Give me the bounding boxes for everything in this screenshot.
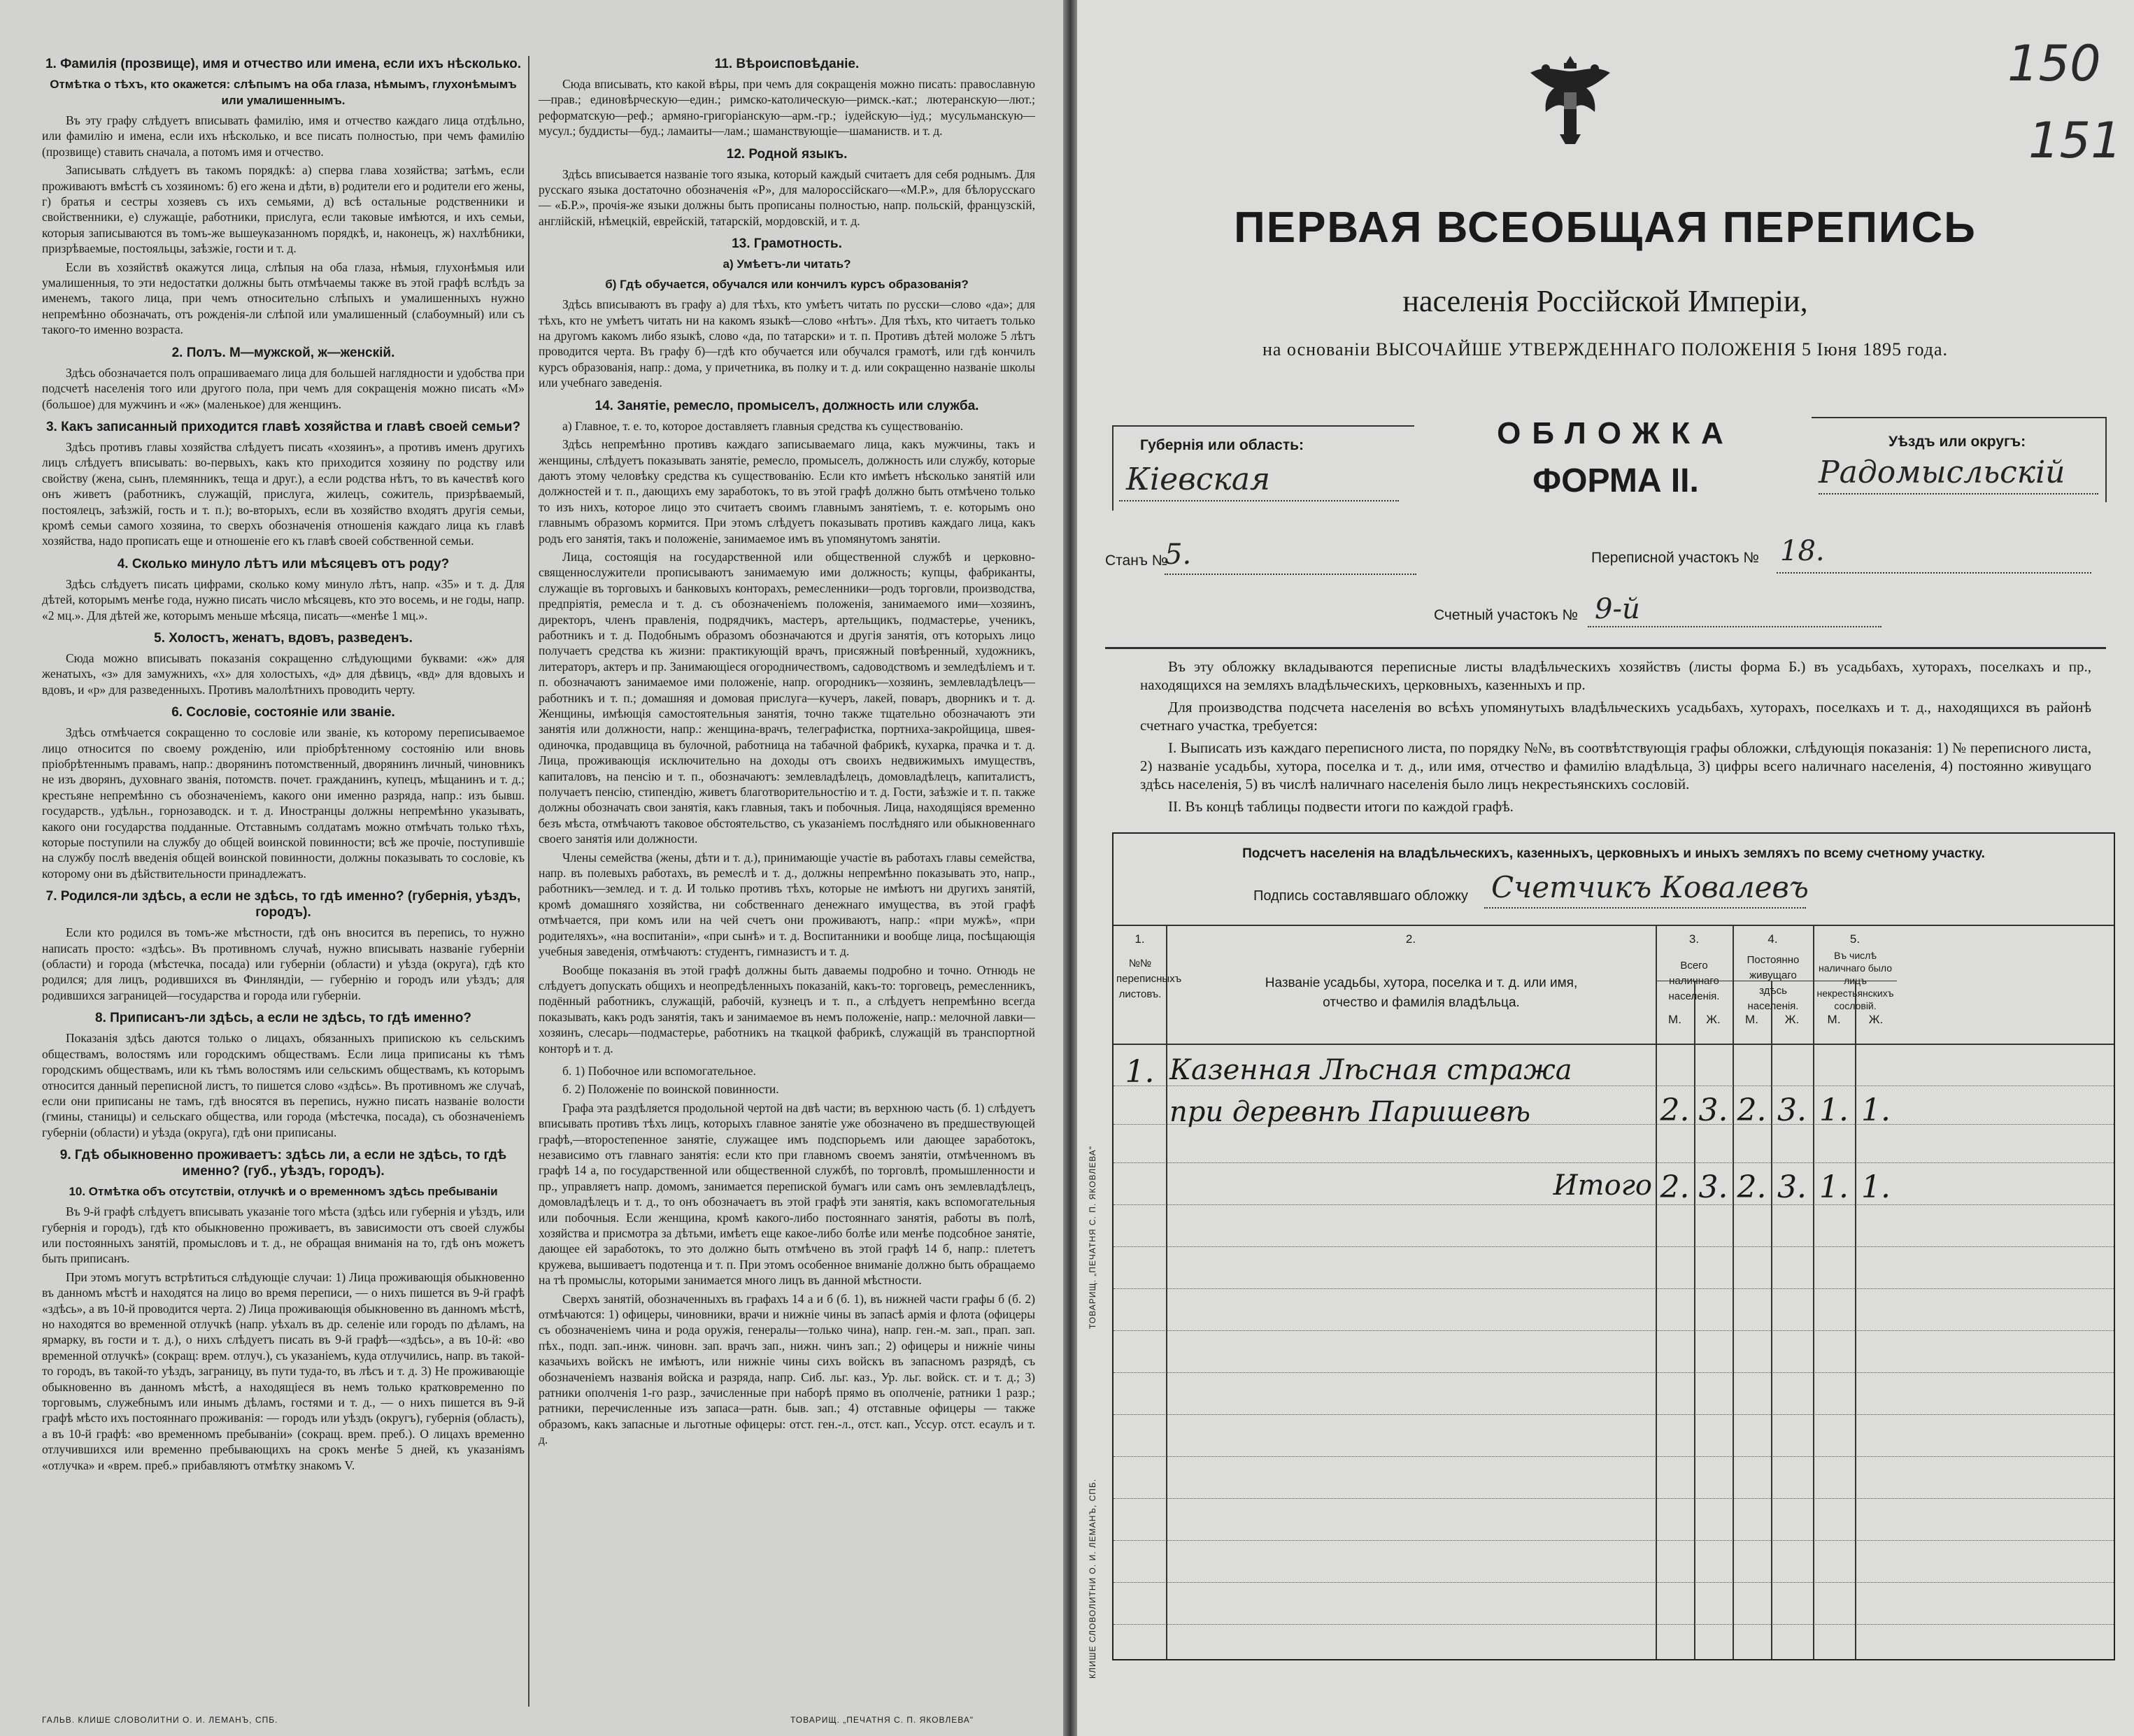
instruction-heading: 1. Фамилія (прозвище), имя и отчество или имена, если ихъ нѣсколько. bbox=[45, 57, 522, 71]
counting-district-label: Счетный участокъ № bbox=[1434, 607, 1579, 623]
instruction-text: Лица, состоящія на государственной или общественной службѣ и церковно-священнослужители прописываютъ занимаемую ими должность; купцы, фабриканты, служащіе въ торговыхъ и банковыхъ конторахъ, ремесленники—родъ торговли, производства, предпріятія, ремесла и т. д. съ обозначеніемъ положенія, занимаемого ими—хозяинъ, директоръ, членъ правленія, подрядчикъ, мастеръ, артельщикъ, подмастерье, ученикъ, работникъ и т. д. Подобнымъ образомъ обозначаются и другія занятія, отъ которыхъ лицо получаетъ средства къ жизни: практикующій врачъ, присяжный повѣренный, художникъ, литераторъ, актеръ и пр. Занимающіеся огородничествомъ, садоводствомъ и земледѣліемъ и т. п. обозначаютъ занимаемое ими положеніе, напр. огородникъ—хозяинъ, землевладѣлецъ—работникъ и т. п.; домашняя и домовая прислуга—кучеръ, лакей, поваръ, дворникъ и т. д. Женщины, имѣющія самостоятельныя занятія, точно также тщательно обозначаютъ эти занятія или должности, напр.: женщина-врачъ, телеграфистка, портниха-закройщица, швея-одиночка, продавщица въ булочной, работница на табачной фабрикѣ, кухарка, прачка и т. д. Лица, проживающія исключительно на доходы отъ своихъ недвижимыхъ имуществъ, капиталовъ, на пенсію и т. п., обозначаютъ: землевладѣлецъ, домовладѣлецъ, капиталистъ, получаетъ пенсію, стипендію, живетъ благотворительностію и т. д. Гости, заѣзжіе и т. п. также должны обозначать свои занятія, какъ главныя, такъ и побочныя. Лица, находящіяся временно безъ мѣста, отмѣчаютъ таковое обстоятельство, съ указаніемъ послѣдняго или обыкновеннаго своего занятія или должности. bbox=[539, 549, 1035, 846]
col5-header: Въ числѣ наличнаго было лицъ некрестьянскихъ сословій. bbox=[1816, 950, 1894, 1011]
female-label: Ж. bbox=[1784, 1013, 1800, 1026]
population-count-table bbox=[1112, 832, 2115, 1660]
decree-line: на основаніи ВЫСОЧАЙШЕ УТВЕРЖДЕННАГО ПОЛОЖЕНІЯ 5 Іюня 1895 года. bbox=[1262, 339, 1949, 360]
counting-district-line bbox=[1588, 626, 1882, 627]
instruction-text: Если кто родился въ томъ-же мѣстности, гдѣ онъ вносится въ перепись, то нужно написать просто: «здѣсь». Въ противномъ случаѣ, нужно вписывать названіе губерніи (области) и города (мѣстечка, посада) или губерніи (области) и уѣзда (округа), гдѣ кто родился; для лицъ, родившихся въ Финляндіи, — губернію и городъ или уѣздъ; для родившихся заграницей—государства и города или губерніи. bbox=[42, 925, 525, 1002]
census-district-value: 18. bbox=[1780, 535, 1825, 567]
column-divider bbox=[528, 56, 529, 1707]
female-label: Ж. bbox=[1868, 1013, 1884, 1026]
col-number: 1. bbox=[1134, 932, 1145, 946]
col3-header: Всего наличнаго населенія. bbox=[1668, 960, 1720, 1002]
uezd-label: Уѣздъ или округъ: bbox=[1888, 434, 2026, 450]
instruction-column-a bbox=[42, 56, 525, 1480]
signature-label: Подпись составлявшаго обложку bbox=[1253, 888, 1468, 904]
col4-header: Постоянно живущаго здѣсь населенія. bbox=[1747, 954, 1800, 1012]
left-page-instructions bbox=[0, 0, 1063, 1736]
total-present-m: 2. bbox=[1660, 1169, 1690, 1205]
col-rule bbox=[1771, 981, 1772, 1659]
col-rule bbox=[1855, 981, 1856, 1659]
instruction-text: б. 2) Положеніе по воинской повинности. bbox=[562, 1082, 779, 1097]
instruction-text: Если въ хозяйствѣ окажутся лица, слѣпыя на оба глаза, нѣмыя, глухонѣмыя или умалишенныя, то эти недостатки должны быть отмѣчаемы также въ этой графѣ вслѣдъ за именемъ, такого лица, при чемъ относительно слѣпыхъ и умалишенныхъ нужно непремѣнно обозначать, отъ рожденія-ли слѣпой или умалишенный (слабоумный) или съ такого-то именно возраста. bbox=[42, 259, 525, 337]
book-gutter bbox=[1063, 0, 1077, 1736]
row-rule bbox=[1114, 1540, 2114, 1541]
row-rule bbox=[1114, 1456, 2114, 1457]
signature-line bbox=[1484, 907, 1806, 909]
instruction-text: Въ эту графу слѣдуетъ вписывать фамилію, имя и отчество каждаго лица отдѣльно, или фамилію и имена, если ихъ нѣсколько, и все писать полностью, при чемъ фамилію (прозвище) ставить сначала, а потомъ имя и отчество. bbox=[42, 113, 525, 159]
instruction-text: При этомъ могутъ встрѣтиться слѣдующіе случаи: 1) Лица проживающія обыкновенно въ данномъ мѣстѣ и находятся на лицо во время переписи, — о нихъ пишется въ 9-й графѣ «здѣсь», а въ 10-й проводится черта. 2) Лица проживающія обыкновенно въ данномъ мѣстѣ, но находятся во временной отлучкѣ (напр. уѣхалъ въ др. селеніе или городъ по дѣламъ, на ярмарку, въ гости и т. д.), о нихъ слѣдуетъ писать въ 9-й графѣ—«здѣсь», а въ 10-й: «во временной отлучкѣ» (сокращ: врем. отлуч.), съ указаніемъ, куда отлучились, напр. въ такой-то городъ, въ такой-то уѣздъ, заграницу, въ пути туда-то, въ лѣсъ и т. д. 3) Не проживающіе обыкновенно въ данномъ мѣстѣ, а находящіеся въ немъ только кратковременно по торговымъ, служебнымъ или инымъ дѣламъ, гостями и т. д., — о нихъ пишется въ 9-й графѣ мѣсто ихъ постояннаго проживанія: — городъ или уѣздъ (округъ), губернія (область), а въ 10-й графѣ: «во временномъ пребываніи» (сокращ. врем. преб.). О лицахъ временно отлучившихся или временно пребывающихъ на срокъ менѣе 5 дней, къ указаніямъ «отлучка» и «врем. преб.» прибавляютъ отмѣтку знакомъ V. bbox=[42, 1269, 525, 1472]
col-number: 5. bbox=[1849, 932, 1861, 946]
gubernia-value: Кіевская bbox=[1126, 462, 1271, 497]
stan-value: 5. bbox=[1165, 539, 1192, 571]
instruction-item bbox=[539, 146, 1035, 229]
instruction-column-b bbox=[539, 56, 1035, 1455]
uezd-value: Радомысльскій bbox=[1819, 455, 2065, 490]
form-label: ФОРМА II. bbox=[1532, 462, 1699, 499]
cover-word: ОБЛОЖКА bbox=[1497, 416, 1735, 450]
instruction-heading: 14. Занятіе, ремесло, промыселъ, должность или служба. bbox=[595, 398, 979, 413]
row1-resident-f: 3. bbox=[1777, 1093, 1807, 1128]
intro-paragraph: Въ эту обложку вкладываются переписные листы владѣльческихъ хозяйствъ (листы форма Б.) въ усадьбахъ, хуторахъ, поселкахъ и пр., находящихся на земляхъ владѣльческихъ, церковныхъ, казенныхъ и пр. bbox=[1140, 658, 2091, 693]
intro-paragraph: I. Выписать изъ каждаго переписного листа, по порядку №№, въ соотвѣтствующія графы обложки, слѣдующія показанія: 1) № переписного листа, 2) названіе усадьбы, хутора, поселка и т. д., или имя, отчество и фамилію владѣльца, 3) цифры всего наличнаго населенія, 4) постоянно живущаго здѣсь населенія, 5) въ числѣ наличнаго населенія было лицъ некрестьянскихъ сословій. bbox=[1140, 739, 2091, 792]
row1-nonpeasant-f: 1. bbox=[1861, 1093, 1891, 1128]
instruction-text: Въ 9-й графѣ слѣдуетъ вписывать указаніе того мѣста (здѣсь или губернія и уѣздъ, или губернія и городъ), гдѣ кто обыкновенно проживаетъ, въ зависимости отъ своей службы или постоянныхъ занятій, промысловъ и т. д., не обращая вниманія на то, гдѣ онъ можетъ быть приписанъ. bbox=[42, 1204, 525, 1266]
form-subtitle: населенія Россійской Имперіи, bbox=[1402, 284, 1808, 318]
total-resident-m: 2. bbox=[1737, 1169, 1767, 1205]
instruction-item bbox=[539, 398, 1035, 1056]
instruction-text: Записывать слѣдуетъ въ такомъ порядкѣ: а) сперва глава хозяйства; затѣмъ, если проживаютъ вмѣстѣ съ хозяиномъ: б) его жена и дѣти, в) родители его и родители его жены, г) братья и сестры хозяевъ съ ихъ семьями, д) всѣ остальные родственники и свойственники, е) служащіе, работники, прислуга, если таковые имѣются, и ихъ семьи, которыя записываются въ томъ-же вышеуказанномъ порядкѣ, и, наконецъ, ж) нахлѣбники, призрѣваемые, постояльцы, заѣзжіе, гости и т. д. bbox=[42, 163, 525, 256]
table-body-rule bbox=[1114, 1044, 2114, 1045]
instruction-heading: 9. Гдѣ обыкновенно проживаетъ: здѣсь ли, а если не здѣсь, то гдѣ именно? (губ., уѣздъ, городъ). bbox=[59, 1148, 507, 1179]
intro-paragraph: II. Въ концѣ таблицы подвести итоги по каждой графѣ. bbox=[1168, 798, 1514, 815]
stan-line bbox=[1165, 574, 1416, 575]
instruction-text: Здѣсь вписываютъ въ графу а) для тѣхъ, кто умѣетъ читать по русски—слово «да»; для тѣхъ, кто не умѣетъ читать ни на какомъ языкѣ—слово «нѣтъ». Для тѣхъ, кто читаетъ только на другомъ какомъ либо языкѣ, слово «да, по татарски» и т. п. Противъ дѣтей моложе 5 лѣтъ проводится черта. Въ графу б)—гдѣ кто обучается или обучался грамотѣ, или гдѣ кончилъ курсъ образованія, напр.: дома, у причетника, въ полку и т. д. или сокращенно названіе школы или учебнаго заведенія. bbox=[539, 297, 1035, 390]
stan-label: Станъ № bbox=[1105, 553, 1168, 569]
table-header: Подсчетъ населенія на владѣльческихъ, казенныхъ, церковныхъ и иныхъ земляхъ по всему счетному участку. bbox=[1242, 846, 1985, 861]
total-nonpeasant-m: 1. bbox=[1819, 1169, 1849, 1205]
male-label: М. bbox=[1827, 1013, 1841, 1026]
col-rule bbox=[1166, 925, 1167, 1659]
instruction-text: Сверхъ занятій, обозначенныхъ въ графахъ 14 а и б (б. 1), въ нижней части графы б (б. 2) отмѣчаются: 1) офицеры, чиновники, врачи и нижніе чины въ запасѣ армія и флота (офицеры съ обозначеніемъ чина и рода оружія, генералы—только чина), напр. ген.-м. зап., прап. зап. пѣх., подп. зап.-инж. чиновн. зап. врачъ зап., нижн. чинъ зап.; 2) офицеры и нижніе чины казачьихъ войскъ не имѣютъ, или нижніе чины сихъ войскъ въ запасномъ разрядѣ, съ обозначеніемъ названія войска и разряда, напр. Сиб. льг. каз., Ур. льг. войск. ст. и т. д.; 3) ратники ополченія 1-го разр., зачисленные при наборѣ прямо въ ополченіе, ратники 1 разр.; ратники, перечисленные изъ запаса—ратн. быв. зап.; 4) отставные офицеры — также образомъ, какъ запасные и льготные офицеры: отст. ген.-л., отст. кап., Уссур. отст. есаулъ и т. д. bbox=[539, 1291, 1035, 1447]
row1-nonpeasant-m: 1. bbox=[1819, 1093, 1849, 1128]
instruction-item bbox=[42, 419, 525, 549]
printer-imprint-right: ТОВАРИЩ. „ПЕЧАТНЯ С. П. ЯКОВЛЕВА" bbox=[790, 1715, 974, 1725]
instruction-item bbox=[539, 1063, 1035, 1448]
census-district-line bbox=[1777, 572, 2091, 574]
row-rule bbox=[1114, 1288, 2114, 1289]
instruction-subheading: б) Гдѣ обучается, обучался или кончилъ курсъ образованія? bbox=[605, 278, 969, 292]
row-rule bbox=[1114, 1414, 2114, 1415]
instruction-item bbox=[42, 630, 525, 697]
instruction-heading: 2. Полъ. М—мужской, ж—женскій. bbox=[171, 345, 395, 360]
archive-page-number-struck: 150 bbox=[2007, 35, 2101, 92]
instruction-text: Здѣсь противъ главы хозяйства слѣдуетъ писать «хозяинъ», а противъ именъ другихъ лицъ слѣдуетъ вписывать: во-первыхъ, какъ кто приходится хозяину по родству или свойству (жена, сынъ, племянникъ, теща и друг.), а если родства нѣтъ, то въ качествѣ кого онъ живетъ (работникъ, служащій, прислуга, жилецъ, сожитель, призрѣваемый, постоялецъ, заѣзжій, гость и т. п.); во-вторыхъ, если въ хозяйство входятъ другія семьи, кромѣ семьи самого хозяина, то сверхъ обозначенія отношенія каждаго лица къ главѣ хозяйства, надо прописать еще и отношеніе его къ главѣ своей собственной семьи. bbox=[42, 439, 525, 548]
instruction-heading: 4. Сколько минуло лѣтъ или мѣсяцевъ отъ роду? bbox=[117, 556, 450, 571]
instruction-text: а) Главное, т. е. то, которое доставляетъ главныя средства къ существованію. bbox=[562, 418, 964, 433]
double-headed-eagle-emblem bbox=[1518, 43, 1623, 148]
instruction-item bbox=[539, 236, 1035, 390]
instruction-subheading: а) Умѣетъ-ли читать? bbox=[723, 257, 851, 271]
instruction-subheading: Отмѣтка о тѣхъ, кто окажется: слѣпымъ на оба глаза, нѣмымъ, глухонѣмымъ или умалишеннымъ. bbox=[50, 78, 517, 107]
total-present-f: 3. bbox=[1698, 1169, 1728, 1205]
printer-imprint-left: ГАЛЬВ. КЛИШЕ СЛОВОЛИТНИ О. И. ЛЕМАНЪ, СПБ. bbox=[42, 1715, 278, 1725]
intro-instructions bbox=[1140, 657, 2091, 820]
male-label: М. bbox=[1668, 1013, 1681, 1026]
instruction-item bbox=[42, 704, 525, 881]
side-imprint-bottom: КЛИШЕ СЛОВОЛИТНИ О. И. ЛЕМАНЪ, СПБ. bbox=[1088, 1478, 1097, 1679]
instruction-heading: 11. Вѣроисповѣданіе. bbox=[714, 57, 860, 71]
female-label: Ж. bbox=[1706, 1013, 1721, 1026]
instruction-item bbox=[42, 56, 525, 338]
col-rule bbox=[1656, 925, 1657, 1659]
total-label: Итого bbox=[1553, 1169, 1652, 1202]
instruction-heading: 13. Грамотность. bbox=[732, 236, 842, 252]
instruction-item bbox=[539, 56, 1035, 139]
gubernia-line bbox=[1119, 500, 1399, 501]
instruction-text: Члены семейства (жены, дѣти и т. д.), принимающіе участіе въ работахъ главы семейства, напр. въ полевыхъ работахъ, въ ремеслѣ и т. д., должны непремѣнно показывать это, напр., работникъ—землед. и т. д. И только противъ тѣхъ, которые не имѣютъ ни другихъ занятій, кромѣ домашняго хозяйства, ни собственнаго денежнаго имущества, въ этой графѣ отмѣчается, при комъ или на чей счетъ они проживаютъ, напр.: «при мужѣ», «при родителяхъ», «на воспитаніи», «при сынѣ» и т. д. Воспитанники и вообще лица, посѣщающія учебныя заведенія, отмѣчаютъ: студентъ, гимназистъ и т. д. bbox=[539, 850, 1035, 959]
instruction-subheading: 10. Отмѣтка объ отсутствіи, отлучкѣ и о временномъ здѣсь пребываніи bbox=[69, 1185, 498, 1199]
instruction-text: Графа эта раздѣляется продольной чертой на двѣ части; въ верхнюю часть (б. 1) слѣдуетъ вписывать противъ тѣхъ лицъ, которыхъ главное занятіе уже обозначено въ предшествующей графѣ,—второстепенное занятіе, служащее имъ подспорьемъ или дающее заработокъ, независимо отъ главнаго занятія: если кто при главномъ своемъ занятіи, отмѣченномъ въ графѣ 14 а, по государственной или общественной службѣ, по торговлѣ, промышленности и пр., управляетъ напр. домомъ, занимается перепиской бумагъ или самъ онъ землевладѣлецъ, домовладѣлецъ и т. д., то онъ обозначаетъ въ этой графѣ эти занятія, какъ вспомогательныя или побочныя. Если женщина, кромѣ какого-либо постояннаго занятія, работы въ полѣ, хозяйства и присмотра за дѣтьми, имѣетъ еще какое-либо болѣе или менѣе подсобное занятіе, дающее ей заработокъ, то это должно быть отмѣчено въ этой графѣ 14 б, напр.: плететъ кружева, вышиваетъ подотенца и т. п. При этомъ особенное вниманіе должно быть обращаемо на тѣ промыслы, которыми занимается много лицъ въ данной мѣстности. bbox=[539, 1100, 1035, 1288]
col-rule bbox=[1733, 925, 1734, 1659]
instruction-heading: 7. Родился-ли здѣсь, а если не здѣсь, то гдѣ именно? (губернія, уѣздъ, городъ). bbox=[45, 889, 521, 920]
census-district-label: Переписной участокъ № bbox=[1591, 550, 1759, 566]
instruction-heading: 6. Сословіе, состояніе или званіе. bbox=[171, 705, 395, 720]
instruction-item bbox=[42, 1147, 525, 1473]
row-rule bbox=[1114, 1162, 2114, 1163]
signature-value: Счетчикъ Ковалевъ bbox=[1491, 870, 1809, 904]
gubernia-label: Губернія или область: bbox=[1140, 437, 1304, 453]
instruction-text: Здѣсь вписывается названіе того языка, который каждый считаетъ для себя роднымъ. Для русскаго языка достаточно обозначенія «Р», для малороссійскаго—«М.Р.», для бѣлорусскаго — «Б.Р.», прочія-же языки должны быть прописаны полностью, напр. польскій, французскій, англійскій, нѣмецкій, еврейскій, татарскій, мордовскій, и т. д. bbox=[539, 166, 1035, 228]
form-title: ПЕРВАЯ ВСЕОБЩАЯ ПЕРЕПИСЬ bbox=[1234, 204, 1977, 252]
instruction-text: б. 1) Побочное или вспомогательное. bbox=[562, 1063, 756, 1078]
archive-page-number: 151 bbox=[2028, 112, 2122, 169]
col-rule bbox=[1694, 981, 1695, 1659]
counting-district-value: 9-й bbox=[1595, 593, 1640, 625]
intro-paragraph: Для производства подсчета населенія во всѣхъ упомянутыхъ владѣльческихъ усадьбахъ, хуторахъ, поселкахъ и т. д., находящихся въ районѣ счетнаго участка, требуется: bbox=[1140, 699, 2091, 734]
instruction-item bbox=[42, 556, 525, 623]
instruction-heading: 3. Какъ записанный приходится главѣ хозяйства и главѣ своей семьи? bbox=[45, 419, 521, 434]
instruction-item bbox=[42, 1010, 525, 1140]
instruction-text: Здѣсь слѣдуетъ писать цифрами, сколько кому минуло лѣтъ, напр. «35» и т. д. Для дѣтей, которымъ менѣе года, нужно писать число мѣсяцевъ, кто это восемь, и не годы, напр. «2 мц.». Для дѣтей же, которымъ меньше мѣсяца, писать—«менѣе 1 мц.». bbox=[42, 576, 525, 622]
col2-header: Названіе усадьбы, хутора, поселка и т. д. или имя, отчество и фамилія владѣльца. bbox=[1265, 976, 1578, 1010]
instruction-text: Здѣсь непремѣнно противъ каждаго записываемаго лица, какъ мужчины, такъ и женщины, слѣдуетъ показывать занятіе, ремесло, промыселъ, должность или службу, которые даютъ этому человѣку средства къ существованію. Если кто имѣетъ нѣсколько занятій или должностей и т. п., дающихъ ему заработокъ, то въ этой графѣ должно быть отмѣчено только то изъ нихъ, которое лицо это считаетъ своимъ главнымъ занятіемъ, т. е. которымъ оно главнымъ образомъ кормится. При этомъ слѣдуетъ показывать противъ каждаго лица, какъ родъ его занятія, такъ и положеніе, занимаемое имъ въ упомянутомъ занятіи. bbox=[539, 437, 1035, 546]
row1-name-line2: при деревнѣ Паришевѣ bbox=[1169, 1096, 1531, 1128]
total-nonpeasant-f: 1. bbox=[1861, 1169, 1891, 1205]
table-header-rule bbox=[1114, 925, 2114, 926]
col-number: 2. bbox=[1405, 932, 1416, 946]
right-page-cover-form bbox=[1077, 0, 2134, 1736]
col1-header: №№ переписныхъ листовъ. bbox=[1116, 958, 1182, 1000]
instruction-text: Вообще показанія въ этой графѣ должны быть даваемы подробно и точно. Отнюдь не слѣдуетъ допускать общихъ и неопредѣленныхъ показаній, какъ-то: торговецъ, ремесленникъ, подённый работникъ, служащій, рабочій, кузнецъ и т. п., а слѣдуетъ непремѣнно всегда показывать, какъ родъ занятія, такъ и занимаемое въ немъ положеніе, напр.: мелочной лавки—хозяинъ, слесарь—подмастерье, работникъ на ткацкой фабрикѣ, служащій въ транспортной конторѣ и т. д. bbox=[539, 962, 1035, 1055]
instruction-heading: 8. Приписанъ-ли здѣсь, а если не здѣсь, то гдѣ именно? bbox=[95, 1011, 471, 1026]
row1-resident-m: 2. bbox=[1737, 1093, 1767, 1128]
instruction-text: Здѣсь обозначается полъ опрашиваемаго лица для большей наглядности и удобства при подсчетѣ населенія того или другого пола, при чемъ для сокращенія можно писать «М» (большое) для мужчинъ и «ж» (маленькое) для женщинъ. bbox=[42, 365, 525, 411]
instruction-heading: 5. Холостъ, женатъ, вдовъ, разведенъ. bbox=[154, 630, 413, 646]
row1-present-m: 2. bbox=[1660, 1093, 1690, 1128]
row-rule bbox=[1114, 1330, 2114, 1331]
total-resident-f: 3. bbox=[1777, 1169, 1807, 1205]
instruction-text: Сюда вписывать, кто какой вѣры, при чемъ для сокращенія можно писать: православную—прав.; единовѣрческую—един.; римско-католическую—римск.-кат.; лютеранскую—лют.; реформатскую—реф.; армяно-григоріанскую—арм.-гр.; іудейскую—іуд.; мусульманскую—мусул.; буддисты—буд.; ламаиты—лам.; шаманствующіе—шаманиств. и т. д. bbox=[539, 77, 1035, 138]
instruction-heading: 12. Родной языкъ. bbox=[726, 146, 848, 162]
row-rule bbox=[1114, 1624, 2114, 1625]
instruction-text: Здѣсь отмѣчается сокращенно то сословіе или званіе, къ которому переписываемое лицо относится по своему рожденію, или пріобрѣтенному состоянію или вновь пріобрѣтеннымъ правамъ, напр.: дворянинъ потомственный, дворянинъ личный, чиновникъ не изъ дворянъ, духовнаго званія, потомств. почет. гражданинъ, купецъ, мѣщанинъ и т. д.; крестьяне непремѣнно съ обозначеніемъ, какого они именно разряда, напр.: изъ бывш. государств., удѣльн., горнозаводск. и т. д. Иностранцы должны непремѣнно указывать, какого они государства подданные. Отставнымъ солдатамъ можно отмѣчать только тѣхъ, которые поступили на службу до общей воинской повинности; всѣ же прочіе, поступившіе на службу послѣ введенія общей воинской повинности, должны показывать то сословіе, къ которому они въ дѣйствительности принадлежатъ. bbox=[42, 725, 525, 881]
instruction-item bbox=[42, 345, 525, 412]
instruction-item bbox=[42, 888, 525, 1003]
row-rule bbox=[1114, 1372, 2114, 1373]
uezd-line bbox=[1819, 493, 2098, 495]
male-label: М. bbox=[1745, 1013, 1758, 1026]
row1-number: 1. bbox=[1125, 1054, 1155, 1090]
row-rule bbox=[1114, 1204, 2114, 1205]
col-number: 4. bbox=[1767, 932, 1778, 946]
row1-name-line1: Казенная Лѣсная стража bbox=[1169, 1054, 1572, 1086]
instruction-text: Показанія здѣсь даются только о лицахъ, обязанныхъ припискою къ сельскимъ обществамъ, волостямъ или городскимъ обществамъ. Если лица приписаны къ тѣмъ городскимъ обществамъ, или къ тѣмъ волостямъ или сельскимъ обществамъ, къ которымъ относится данный переписной листъ, то пишется слово «здѣсь». Въ противномъ же случаѣ, если они приписаны не тамъ, гдѣ вносятся въ перепись, нужно писать названіе волости (гмины, станицы) и сельскаго общества, или города (мѣстечка, посада), съ обозначеніемъ губерніи (области) и уѣзда (округа), гдѣ они приписаны. bbox=[42, 1031, 525, 1139]
row-rule bbox=[1114, 1246, 2114, 1247]
col-number: 3. bbox=[1688, 932, 1700, 946]
col-rule bbox=[1813, 925, 1814, 1659]
row1-present-f: 3. bbox=[1698, 1093, 1728, 1128]
side-imprint-top: ТОВАРИЩ. „ПЕЧАТНЯ С. П. ЯКОВЛЕВА" bbox=[1088, 1145, 1097, 1329]
intro-top-rule bbox=[1105, 647, 2106, 649]
row-rule bbox=[1114, 1582, 2114, 1583]
instruction-text: Сюда можно вписывать показанія сокращенно слѣдующими буквами: «ж» для женатыхъ, «з» для замужнихъ, «х» для холостыхъ, «д» для дѣвицъ, «вд» для вдовыхъ и вдовъ, и «р» для разведенныхъ. Противъ малолѣтнихъ проводить черту. bbox=[42, 650, 525, 697]
row-rule bbox=[1114, 1498, 2114, 1499]
